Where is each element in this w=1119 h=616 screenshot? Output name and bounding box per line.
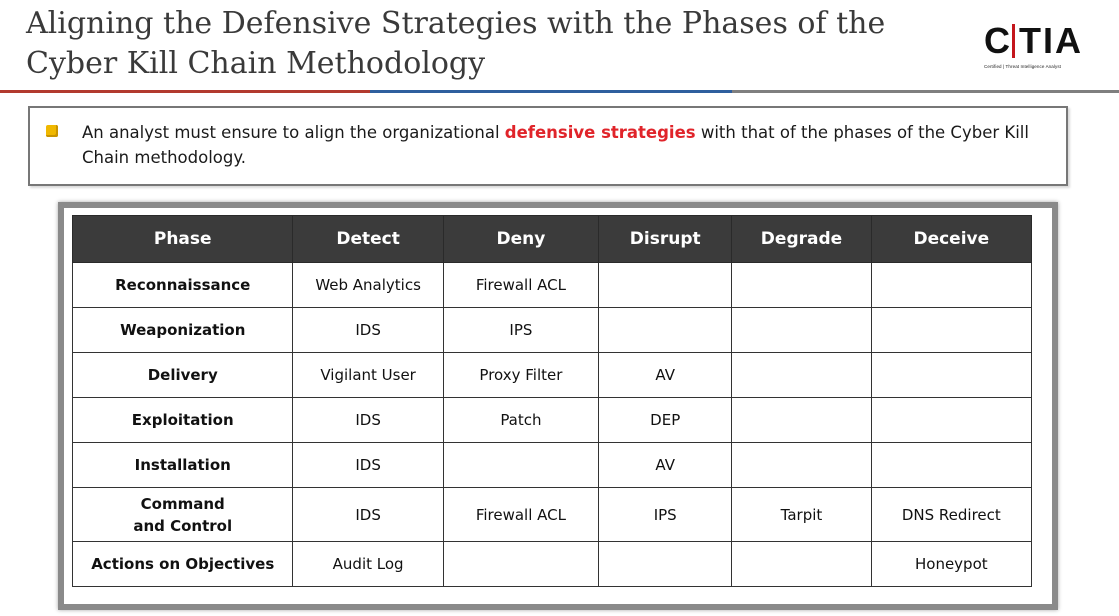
page-title [26, 4, 926, 84]
strategy-cell [443, 443, 598, 488]
logo-wordmark [984, 20, 1102, 61]
note-text-after: with that of the phases of the Cyber Kill Chain methodology. [82, 123, 1029, 167]
phase-cell: Command and Control [73, 488, 293, 542]
strategy-cell: Tarpit [732, 488, 871, 542]
page-title-line-1: Aligning the Defensive Strategies with the Phases of the [26, 6, 886, 41]
ctia-logo [984, 20, 1102, 76]
logo-subtitle: Certified | Threat Intelligence Analyst [984, 64, 1062, 69]
column-header-degrade: Degrade [732, 216, 871, 263]
divider-rule-red [0, 90, 370, 93]
strategy-cell: IDS [293, 308, 443, 353]
strategy-cell: Proxy Filter [443, 353, 598, 398]
note-text-before: An analyst must ensure to align the organizational [82, 123, 505, 142]
strategy-cell: IDS [293, 443, 443, 488]
strategy-cell [599, 542, 732, 587]
strategy-cell [871, 443, 1031, 488]
strategy-cell [871, 263, 1031, 308]
strategy-cell [732, 353, 871, 398]
strategy-cell [443, 542, 598, 587]
logo-letter-c: C [984, 20, 1012, 61]
strategy-cell [732, 443, 871, 488]
strategy-cell: IPS [599, 488, 732, 542]
strategy-cell [732, 308, 871, 353]
table-row [73, 488, 1032, 542]
column-header-deny: Deny [443, 216, 598, 263]
strategy-cell: Firewall ACL [443, 263, 598, 308]
strategy-cell: DEP [599, 398, 732, 443]
phase-cell: Actions on Objectives [73, 542, 293, 587]
table-header-row [73, 216, 1032, 263]
strategy-cell: DNS Redirect [871, 488, 1031, 542]
note-text [82, 120, 1052, 170]
strategy-cell [871, 398, 1031, 443]
strategy-cell: Vigilant User [293, 353, 443, 398]
strategy-cell [871, 308, 1031, 353]
table-row [73, 542, 1032, 587]
bullet-icon [46, 125, 58, 137]
strategy-cell: Audit Log [293, 542, 443, 587]
note-highlight: defensive strategies [504, 123, 696, 142]
strategy-cell: Honeypot [871, 542, 1031, 587]
table-row [73, 353, 1032, 398]
column-header-detect: Detect [293, 216, 443, 263]
column-header-phase: Phase [73, 216, 293, 263]
page-title-line-2: Cyber Kill Chain Methodology [26, 46, 486, 81]
defensive-strategy-table [72, 215, 1032, 587]
logo-letters-tia: TIA [1019, 20, 1083, 61]
divider-rule-blue [370, 90, 732, 93]
strategy-cell [599, 263, 732, 308]
table-row [73, 263, 1032, 308]
strategy-cell: Patch [443, 398, 598, 443]
strategy-cell: AV [599, 443, 732, 488]
note-box [28, 106, 1068, 186]
strategy-table-frame [58, 202, 1058, 610]
logo-divider-bar [1012, 24, 1015, 58]
strategy-cell: Web Analytics [293, 263, 443, 308]
strategy-cell: AV [599, 353, 732, 398]
strategy-cell: IDS [293, 398, 443, 443]
table-row [73, 443, 1032, 488]
phase-cell: Exploitation [73, 398, 293, 443]
phase-cell: Reconnaissance [73, 263, 293, 308]
table-row [73, 308, 1032, 353]
phase-cell: Weaponization [73, 308, 293, 353]
column-header-disrupt: Disrupt [599, 216, 732, 263]
strategy-cell: IDS [293, 488, 443, 542]
phase-cell: Installation [73, 443, 293, 488]
phase-cell: Delivery [73, 353, 293, 398]
strategy-cell [732, 398, 871, 443]
strategy-cell: IPS [443, 308, 598, 353]
strategy-cell [732, 263, 871, 308]
table-row [73, 398, 1032, 443]
strategy-cell [732, 542, 871, 587]
strategy-cell [871, 353, 1031, 398]
divider-rule-gray [732, 90, 1119, 93]
column-header-deceive: Deceive [871, 216, 1031, 263]
strategy-cell: Firewall ACL [443, 488, 598, 542]
strategy-cell [599, 308, 732, 353]
